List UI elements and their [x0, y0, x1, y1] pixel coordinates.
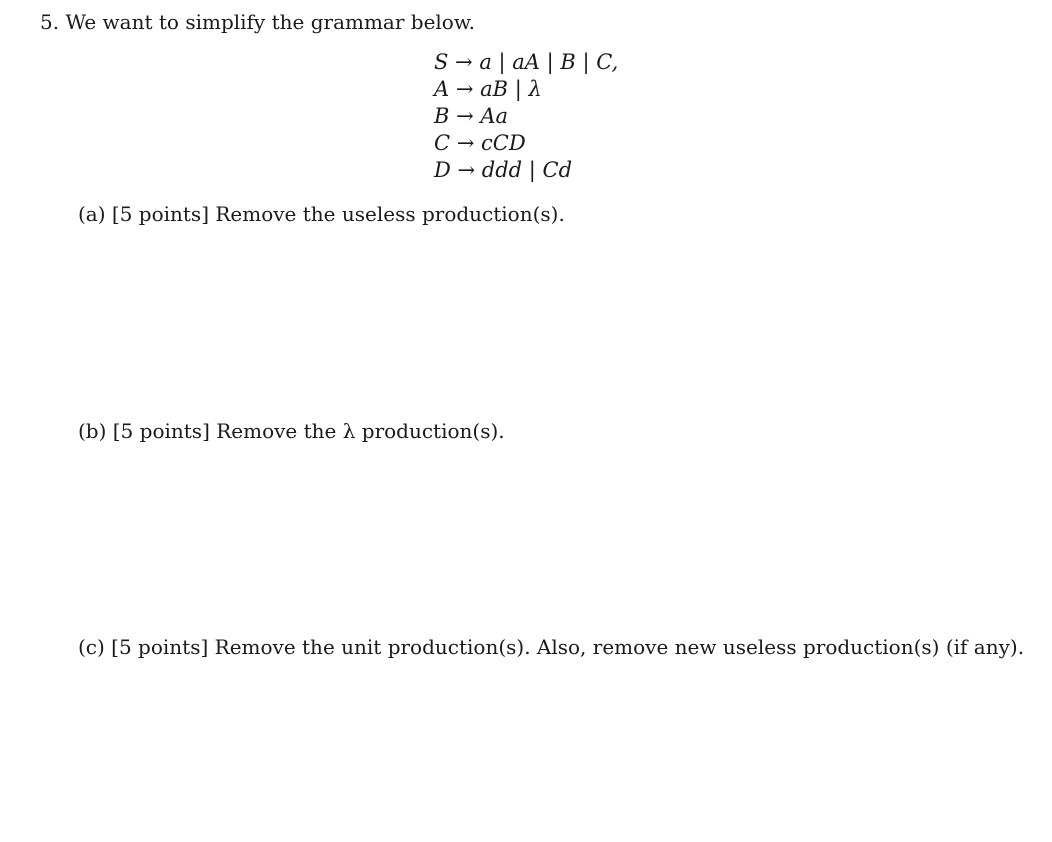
question-part-c: (c) [5 points] Remove the unit production(s). Also, remove new useless production(s) (if any).	[78, 635, 1025, 659]
grammar-rules	[434, 49, 618, 184]
grammar-rule-s: S → a | aA | B | C,	[434, 50, 619, 74]
question-part-a: (a) [5 points] Remove the useless production(s).	[78, 202, 565, 226]
grammar-rule-a: A → aB | λ	[434, 77, 542, 101]
grammar-rule-c: C → cCD	[434, 131, 526, 155]
grammar-rule-b: B → Aa	[434, 104, 509, 128]
grammar-rule-d: D → ddd | Cd	[434, 158, 573, 182]
question-part-b: (b) [5 points] Remove the λ production(s).	[78, 419, 505, 443]
problem-statement: 5. We want to simplify the grammar below.	[40, 10, 475, 34]
